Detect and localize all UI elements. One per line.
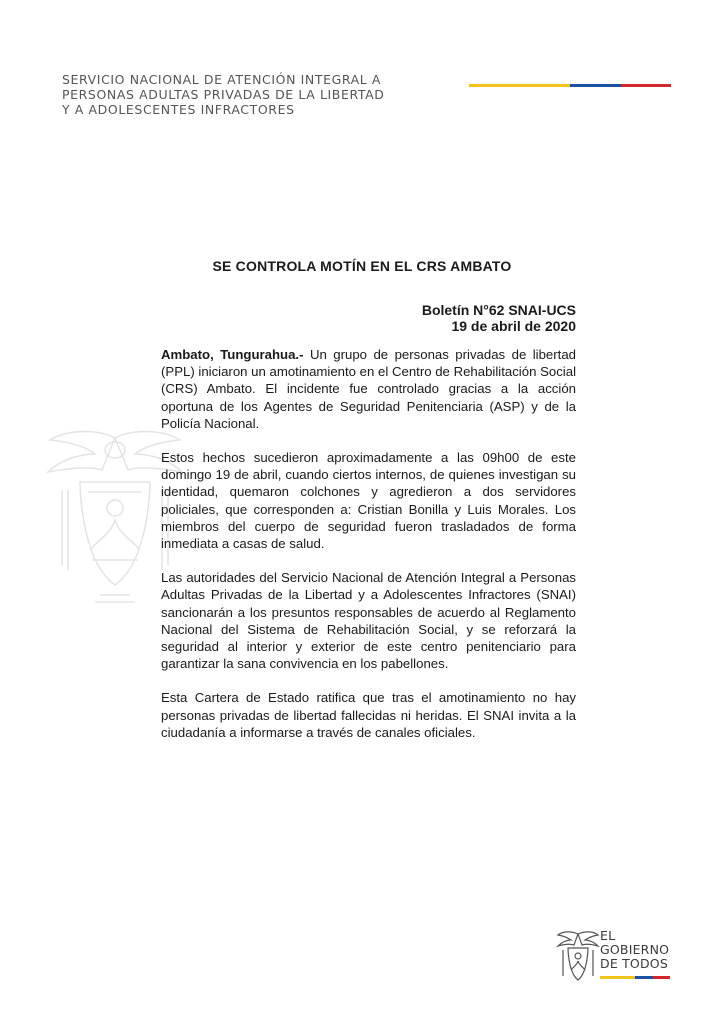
- page-title: SE CONTROLA MOTÍN EN EL CRS AMBATO: [212, 258, 512, 274]
- paragraph-1-text: Un grupo de personas privadas de libertad (PPL) iniciaron un amotinamiento en el Centro de Rehabilitación Social (CRS) Ambato. El incidente fue controlado gracias a la acción oportuna de los Agentes de Seguridad Penitenciaria (ASP) y de la Policía Nacional.: [161, 347, 576, 431]
- paragraph-2: Estos hechos sucedieron aproximadamente a las 09h00 de este domingo 19 de abril, cuando ciertos internos, de quienes investigan su identidad, quemaron colchones y agredieron a dos servidores policiales, que corresponden a: Cristian Bonilla y Luis Morales. Los miembros del cuerpo de seguridad fueron trasladados de forma inmediata a casas de salud.: [161, 450, 576, 552]
- logo-line-2: GOBIERNO: [600, 942, 670, 957]
- paragraph-1: [161, 346, 576, 432]
- logo-line-3: DE TODOS: [600, 956, 668, 971]
- government-logo-text: [600, 929, 669, 971]
- logo-line-1: EL: [600, 928, 616, 943]
- bulletin-number: Boletín N°62 SNAI-UCS: [421, 302, 576, 318]
- flag-blue-stripe: [570, 84, 621, 87]
- agency-name-line-1: SERVICIO NACIONAL DE ATENCIÓN INTEGRAL A: [62, 72, 382, 87]
- footer-flag-yellow: [600, 976, 635, 979]
- agency-name-line-3: Y A ADOLESCENTES INFRACTORES: [62, 102, 295, 117]
- bulletin-body: [161, 346, 576, 758]
- bulletin-date: 19 de abril de 2020: [451, 318, 576, 334]
- footer-flag-red: [653, 976, 671, 979]
- flag-red-stripe: [621, 84, 672, 87]
- paragraph-4: Esta Cartera de Estado ratifica que tras el amotinamiento no hay personas privadas de libertad fallecidas ni heridas. El SNAI invita a la ciudadanía a informarse a través de canales oficiales.: [161, 690, 576, 740]
- agency-name-line-2: PERSONAS ADULTAS PRIVADAS DE LA LIBERTAD: [62, 87, 385, 102]
- footer-flag-blue: [635, 976, 653, 979]
- header-flag-bar: [469, 84, 671, 87]
- paragraph-3: Las autoridades del Servicio Nacional de Atención Integral a Personas Adultas Privadas de la Libertad y a Adolescentes Infractores (SNAI) sancionarán a los presuntos responsables de acuerdo al Reglamento Nacional del Sistema de Rehabilitación Social, y se reforzará la seguridad al interior y exterior de este centro penitenciario para garantizar la sana convivencia en los pabellones.: [161, 570, 576, 672]
- flag-yellow-stripe: [469, 84, 570, 87]
- agency-name: [62, 72, 462, 117]
- lead-location: Ambato, Tungurahua.-: [161, 347, 304, 362]
- footer-flag-bar: [600, 976, 670, 979]
